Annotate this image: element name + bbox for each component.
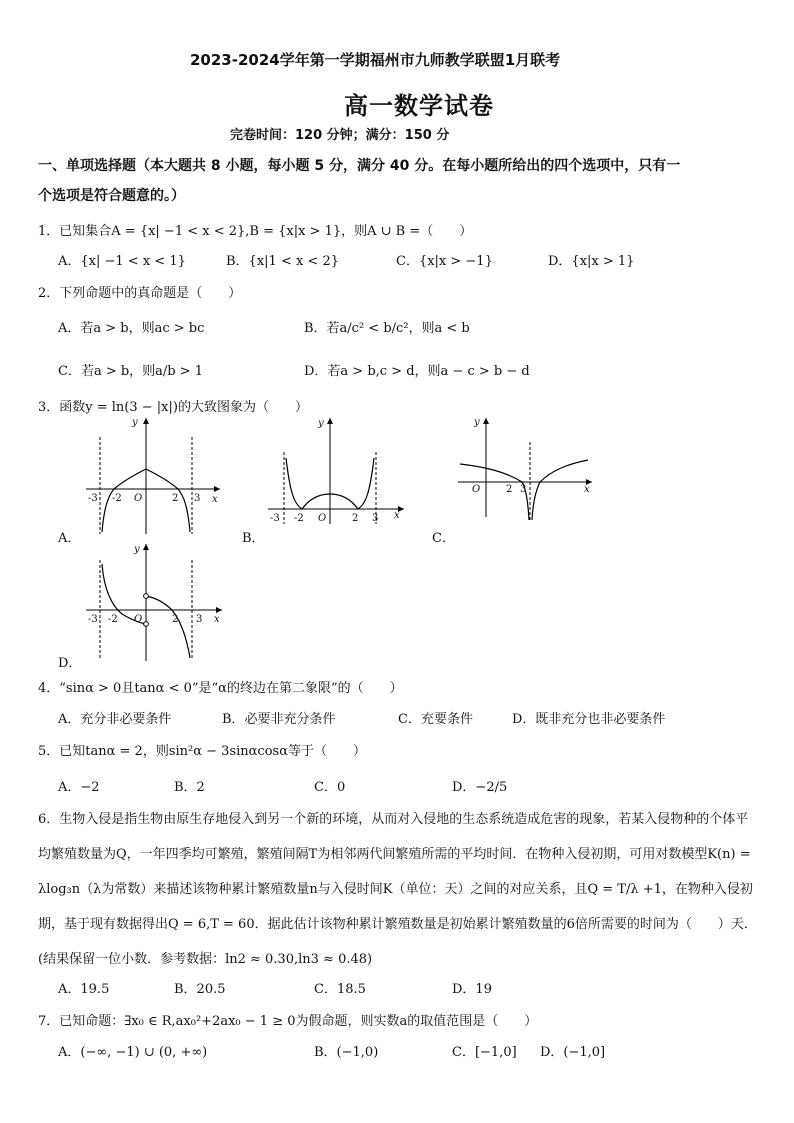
q3-option-d: D．	[58, 656, 82, 671]
q3-option-a: A．	[58, 531, 81, 546]
graph-c-tick-2: 2	[506, 484, 513, 495]
graph-c-x-label: x	[584, 484, 590, 495]
q6-option-d: D．19	[452, 982, 492, 997]
graph-b-y-label: y	[318, 418, 324, 429]
q7-option-a: A．(−∞, −1) ∪ (0, +∞)	[58, 1045, 208, 1060]
q1-option-d: D．{x|x > 1}	[548, 254, 635, 269]
graph-d-y-label: y	[134, 544, 140, 555]
q3-option-c: C．	[432, 531, 455, 546]
q5-option-d: D．−2/5	[452, 780, 508, 795]
q3-graph-b	[264, 412, 414, 527]
q3-graph-c	[456, 412, 596, 522]
graph-b-tick-2: 2	[352, 513, 359, 524]
graph-b-tick-m3: -3	[270, 513, 280, 524]
q3-option-b: B．	[242, 531, 265, 546]
graph-c-tick-3: 3	[520, 484, 527, 495]
graph-d-tick-2: 2	[172, 614, 179, 625]
q5-stem: 5．已知tanα = 2，则sin²α − 3sinαcosα等于（ ）	[38, 744, 366, 759]
q4-option-d: D．既非充分也非必要条件	[512, 712, 666, 727]
q1-option-c: C．{x|x > −1}	[396, 254, 493, 269]
graph-a-tick-m2: -2	[112, 493, 122, 504]
section-heading-line2: 个选项是符合题意的。）	[38, 188, 185, 204]
graph-a-tick-2: 2	[172, 493, 179, 504]
q4-stem: 4．“sinα > 0且tanα < 0”是“α的终边在第二象限”的（ ）	[38, 681, 403, 696]
q7-option-c: C．[−1,0]	[452, 1045, 517, 1060]
q7-option-d: D．(−1,0]	[540, 1045, 606, 1060]
section-heading-line1: 一、单项选择题（本大题共 8 小题，每小题 5 分，满分 40 分。在每小题所给出的四个选项中，只有一	[38, 158, 681, 174]
q1-option-b: B．{x|1 < x < 2}	[226, 254, 339, 269]
exam-header: 2023-2024学年第一学期福州市九师教学联盟1月联考	[190, 51, 561, 69]
q6-option-b: B．20.5	[174, 982, 226, 997]
q6-option-a: A．19.5	[58, 982, 110, 997]
q3-stem: 3．函数y = ln(3 − |x|)的大致图象为（ ）	[38, 400, 308, 415]
q5-option-b: B．2	[174, 780, 205, 795]
graph-d-tick-3: 3	[196, 614, 203, 625]
q6-text: 6．生物入侵是指生物由原生存地侵入到另一个新的环境，从而对入侵地的生态系统造成危害的现象，若某入侵物种的个体平均繁殖数量为Q，一年四季均可繁殖，繁殖间隔T为相邻两代间繁殖所需的平均时间．在物种入侵初期，可用对数模型K(n) = λlog₃n（λ为常数）来描述该物种累计繁殖数量n与入侵时间K（单位：天）之间的对应关系，且Q = T/λ +1，在物种入侵初期，基于现有数据得出Q = 6,T = 60．据此估计该物种累计繁殖数量是初始累计繁殖数量的6倍所需要的时间为（ ）天．(结果保留一位小数．参考数据：ln2 ≈ 0.30,ln3 ≈ 0.48)	[38, 812, 757, 967]
q2-stem: 2．下列命题中的真命题是（ ）	[38, 286, 242, 301]
graph-a-origin: O	[134, 493, 143, 504]
graph-d-x-label: x	[214, 614, 220, 625]
graph-b-tick-3: 3	[372, 513, 379, 524]
graph-b-tick-m2: -2	[294, 513, 304, 524]
q4-option-a: A．充分非必要条件	[58, 712, 172, 727]
q2-option-b: B．若a/c² < b/c²，则a < b	[304, 321, 470, 336]
q7-stem: 7．已知命题：∃x₀ ∈ R,ax₀²+2ax₀ − 1 ≥ 0为假命题，则实数a的取值范围是（ ）	[38, 1014, 538, 1029]
page-title: 高一数学试卷	[344, 92, 494, 120]
q6-option-c: C．18.5	[314, 982, 366, 997]
graph-c-origin: O	[472, 484, 481, 495]
exam-meta: 完卷时间：120 分钟；满分：150 分	[230, 128, 450, 143]
q4-option-c: C．充要条件	[398, 712, 473, 727]
q7-option-b: B．(−1,0)	[314, 1045, 379, 1060]
graph-d-tick-m3: -3	[88, 614, 98, 625]
q5-option-a: A．−2	[58, 780, 100, 795]
graph-a-y-label: y	[132, 417, 138, 428]
graph-a-tick-3: 3	[194, 493, 201, 504]
q5-option-c: C．0	[314, 780, 346, 795]
q3-graph-a	[80, 412, 230, 537]
q3-graph-d	[82, 538, 232, 664]
graph-d-tick-m2: -2	[108, 614, 118, 625]
graph-a-x-label: x	[212, 494, 218, 505]
graph-b-x-label: x	[394, 510, 400, 521]
q4-option-b: B．必要非充分条件	[222, 712, 336, 727]
graph-d-origin: O	[134, 614, 143, 625]
graph-a-tick-m3: -3	[88, 493, 98, 504]
q2-option-c: C．若a > b，则a/b > 1	[58, 364, 204, 379]
q1-option-a: A．{x| −1 < x < 1}	[58, 254, 186, 269]
graph-c-y-label: y	[474, 417, 480, 428]
graph-b-origin: O	[318, 513, 327, 524]
q2-option-a: A．若a > b，则ac > bc	[58, 321, 205, 336]
q1-stem: 1．已知集合A = {x| −1 < x < 2},B = {x|x > 1}，则A ∪ B =（ ）	[38, 224, 473, 239]
q2-option-d: D．若a > b,c > d，则a − c > b − d	[304, 364, 530, 379]
